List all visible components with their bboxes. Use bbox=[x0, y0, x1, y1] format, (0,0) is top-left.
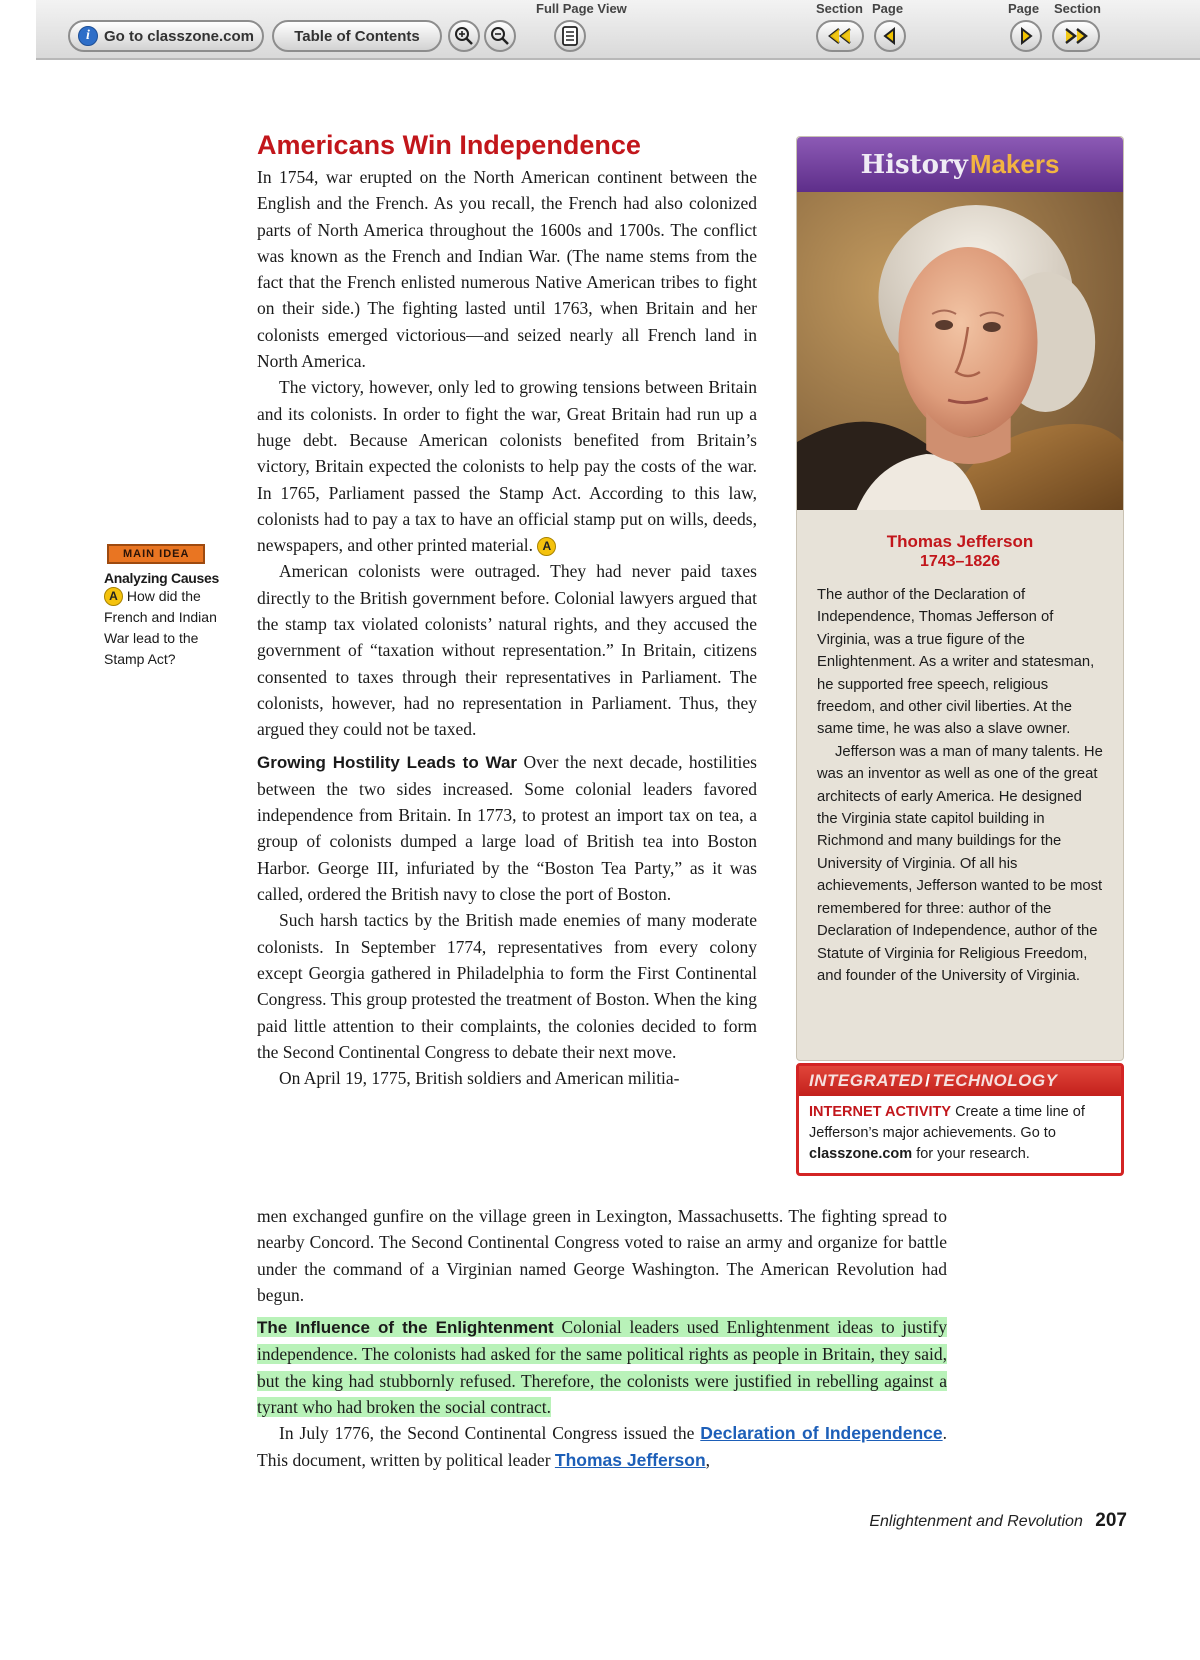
triangle-left-icon bbox=[881, 27, 899, 45]
navigation-toolbar bbox=[36, 0, 1200, 60]
main-idea-note bbox=[104, 544, 232, 670]
page-forward-label: Page bbox=[1008, 1, 1040, 16]
classzone-link[interactable]: classzone.com bbox=[809, 1146, 913, 1162]
paragraph-4 bbox=[257, 749, 757, 908]
zoom-out-button[interactable] bbox=[484, 20, 516, 52]
banner-word-1: INTEGRATED bbox=[809, 1071, 924, 1090]
page-footer bbox=[700, 1510, 1127, 1532]
section-title: Americans Win Independence bbox=[257, 130, 641, 160]
article-column bbox=[257, 128, 757, 1091]
full-page-view-label: Full Page View bbox=[536, 1, 627, 16]
paragraph-8-text-c: , bbox=[705, 1449, 711, 1470]
paragraph-1: In 1754, war erupted on the North American continent between the English and the French. As you recall, the French had also colonized parts of North America throughout the 1600s and 1700s. The conflict was known as the French and Indian War. (The name stems from the fact that the French enlisted numerous Native American tribes to fight on their side.) The fighting lasted until 1763, when Britain and her colonists emerged victorious—and seized nearly all French land in North America. bbox=[257, 167, 757, 372]
person-dates: 1743–1826 bbox=[919, 553, 1001, 570]
jefferson-portrait bbox=[797, 192, 1123, 510]
paragraph-6-start: On April 19, 1775, British soldiers and American militia- bbox=[279, 1068, 680, 1089]
activity-text-a: Create a time line of Jefferson’s major achievements. Go to bbox=[809, 1104, 1085, 1141]
integrated-technology-banner bbox=[799, 1066, 1121, 1096]
bio-paragraph-2: Jefferson was a man of many talents. He was an inventor as well as one of the great architects of early America. He designed the Virginia state capitol building in Richmond and many buildings for the University of Virginia. Of all his achievements, Jefferson wanted to be most remembered for three: author of the Declaration of Independence, author of the Statute of Virginia for Religious Freedom, and founder of the University of Virginia. bbox=[817, 743, 1103, 984]
section-back-label: Section bbox=[816, 1, 863, 16]
paragraph-4-text: Over the next decade, hostilities between the two sides increased. Some colonial leaders favored independence from Britain. In 1773, to protest an import tax on tea, a group of colonists dumped a large load of British tea into Boston Harbor. George III, infuriated by the “Boston Tea Party,” as it was called, ordered the British navy to close the port of Boston. bbox=[257, 751, 757, 905]
paragraph-7 bbox=[257, 1314, 947, 1420]
biography bbox=[797, 572, 1123, 987]
internet-activity-text bbox=[799, 1096, 1121, 1171]
main-idea-tag: MAIN IDEA bbox=[107, 544, 205, 564]
section-forward-label: Section bbox=[1054, 1, 1101, 16]
previous-section-button[interactable] bbox=[816, 20, 864, 52]
full-page-view-button[interactable] bbox=[554, 20, 586, 52]
history-makers-sidebar bbox=[796, 136, 1124, 1061]
paragraph-5: Such harsh tactics by the British made enemies of many moderate colonists. In September 1774, representatives from every colony except Georgia gathered in Philadelphia to form the First Continental Congress. This group protested the treatment of Boston. When the king paid little attention to their complaints, the colonies decided to form the Second Continental Congress to debate their next move. bbox=[257, 910, 757, 1062]
article-wide-section bbox=[257, 1203, 947, 1473]
classzone-button[interactable] bbox=[68, 20, 264, 52]
double-chevron-right-icon bbox=[1061, 27, 1091, 45]
highlighted-passage bbox=[257, 1317, 947, 1417]
paragraph-2 bbox=[257, 374, 757, 558]
zoom-in-icon bbox=[453, 25, 475, 47]
double-chevron-left-icon bbox=[825, 27, 855, 45]
zoom-out-icon bbox=[489, 25, 511, 47]
person-name: Thomas Jefferson bbox=[886, 532, 1034, 551]
paragraph-3: American colonists were outraged. They had never paid taxes directly to the British government before. Colonial lawyers argued that the stamp tax violated colonists’ natural rights, and they accused the government of “taxation without representation.” In Britain, citizens consented to taxes through their representatives in Parliament. The colonists, however, had no representation in Parliament. Thus, they argued they could not be taxed. bbox=[257, 561, 757, 740]
internet-activity-label: INTERNET ACTIVITY bbox=[809, 1104, 952, 1120]
subhead-enlightenment: The Influence of the Enlightenment bbox=[257, 1318, 554, 1338]
declaration-term-link[interactable]: Declaration of Independence bbox=[700, 1423, 943, 1444]
table-of-contents-button[interactable] bbox=[272, 20, 442, 52]
history-makers-title-2: Makers bbox=[969, 149, 1060, 179]
toc-label: Table of Contents bbox=[294, 27, 420, 45]
activity-text-b: for your research. bbox=[912, 1146, 1030, 1162]
main-idea-heading: Analyzing Causes bbox=[104, 570, 220, 586]
next-page-button[interactable] bbox=[1010, 20, 1042, 52]
paragraph-6-rest: men exchanged gunfire on the village green in Lexington, Massachusetts. The fighting spread to nearby Concord. The Second Continental Congress voted to raise an army and organize for battle under the command of a Virginian named George Washington. The American Revolution had begun. bbox=[257, 1206, 947, 1305]
triangle-right-icon bbox=[1017, 27, 1035, 45]
bio-paragraph-1: The author of the Declaration of Independence, Thomas Jefferson of Virginia, was a true figure of the Enlightenment. As a writer and statesman, he supported free speech, religious freedom, and other civil liberties. At the same time, he was also a slave owner. bbox=[817, 587, 1095, 738]
chapter-title: Enlightenment and Revolution bbox=[869, 1513, 1083, 1530]
classzone-label: Go to classzone.com bbox=[103, 27, 255, 45]
banner-word-2: TECHNOLOGY bbox=[932, 1071, 1058, 1090]
marker-a-icon: A bbox=[104, 587, 123, 606]
paragraph-8 bbox=[257, 1420, 947, 1473]
page-number: 207 bbox=[1095, 1510, 1127, 1531]
paragraph-8-text-b: . This document, written by political leader bbox=[257, 1423, 947, 1470]
paragraph-7-text: Colonial leaders used Enlightenment ideas to justify independence. The colonists had asked for the same political rights as people in Britain, they said, but the king had stubbornly refused. Therefore, the colonists were justified in rebelling against a tyrant who had broken the social contract. bbox=[257, 1317, 948, 1418]
zoom-in-button[interactable] bbox=[448, 20, 480, 52]
main-idea-question-text: How did the French and Indian War lead to the Stamp Act? bbox=[104, 588, 217, 667]
previous-page-button[interactable] bbox=[874, 20, 906, 52]
jefferson-term-link[interactable]: Thomas Jefferson bbox=[554, 1449, 706, 1470]
history-makers-header bbox=[797, 137, 1123, 192]
subhead-growing-hostility: Growing Hostility Leads to War bbox=[257, 752, 518, 772]
info-icon: i bbox=[78, 26, 98, 46]
marker-a-icon: A bbox=[537, 537, 556, 556]
banner-divider: / bbox=[925, 1071, 931, 1090]
next-section-button[interactable] bbox=[1052, 20, 1100, 52]
integrated-technology-box bbox=[796, 1063, 1124, 1176]
paragraph-2-text: The victory, however, only led to growing tensions between Britain and its colonists. In order to fight the war, Great Britain had run up a huge debt. Because American colonists benefited from Britain’s victory, Britain expected the colonists to help pay the costs of the war. In 1765, Parliament passed the Stamp Act. According to this law, colonists had to pay a tax to have an official stamp put on wills, deeds, newspapers, and other printed material. bbox=[257, 377, 757, 556]
page-back-label: Page bbox=[872, 1, 904, 16]
page-view-icon bbox=[561, 26, 579, 46]
main-idea-question bbox=[104, 586, 232, 670]
history-makers-title-1: History bbox=[860, 149, 968, 180]
paragraph-8-text-a: In July 1776, the Second Continental Congress issued the bbox=[279, 1423, 701, 1444]
